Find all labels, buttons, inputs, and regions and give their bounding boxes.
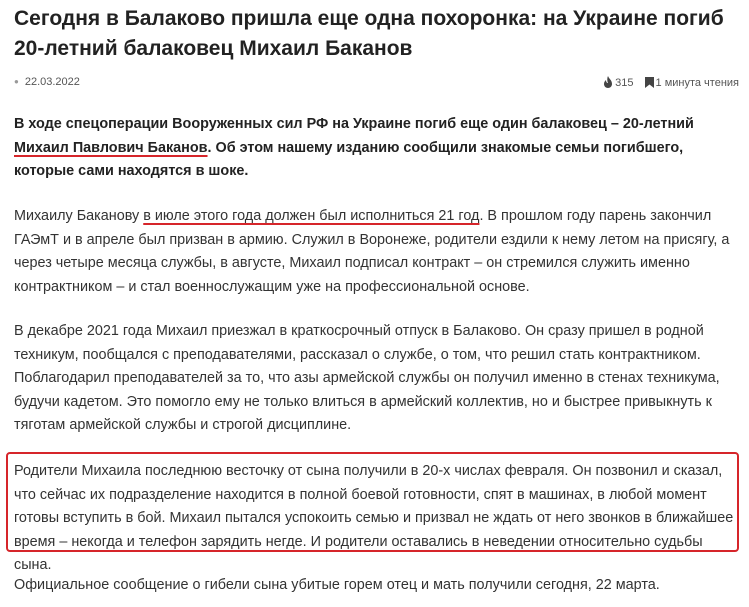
lead-text-1: В ходе спецоперации Вооруженных сил РФ на Украине погиб еще один балаковец – 20-летний: [14, 116, 694, 132]
paragraph-3: В декабре 2021 года Михаил приезжал в краткосрочный отпуск в Балаково. Он сразу пришел в родной техникум, пообщался с преподавателями, рассказал о службе, о том, что решил стать контрактником. Поблагодарил преподавателей за то, что азы армейской службы он получил именно в стенах техникума, будучи кадетом. Это помогло ему не только влиться в армейский коллектив, но и быстрее привыкнуть к тяготам армейской службы и строгой дисциплине.: [14, 323, 720, 434]
article-stats: [603, 76, 739, 91]
p2-text-1: Михаилу Баканову: [14, 208, 144, 224]
views-count: 315: [615, 77, 634, 89]
p2-text-2: . В прошлом году парень закончил ГАЭмТ и в апреле был призван в армию. Служил в Воронеже, родители ездили к нему летом на присягу, а через четыре месяца службы, в августе, Михаил подписал контракт – он стремился служить именно контрактником – и стал военнослужащим уже на профессиональной основе.: [14, 208, 730, 295]
publish-date: [14, 76, 80, 88]
p2-underlined: в июле этого года должен был исполниться 21 год: [143, 208, 480, 224]
article-meta: [14, 76, 739, 92]
dot-icon: ●: [14, 77, 19, 86]
article-title: Сегодня в Балаково пришла еще одна похоронка: на Украине погиб 20-летний балаковец Михаил Баканов: [14, 7, 724, 60]
lead-text-2: . Об этом нашему изданию сообщили знакомые семьи погибшего, которые сами находятся в шоке.: [14, 139, 684, 180]
date-text: 22.03.2022: [24, 76, 80, 88]
paragraph-2: [14, 205, 739, 299]
paragraph-4-highlighted: Родители Михаила последнюю весточку от сына получили в 20-х числах февраля. Он позвонил и сказал, что сейчас их подразделение находится в полной боевой готовности, спят в машинах, в любой момент готовы вступить в бой. Михаил пытался успокоить семью и призвал не ждать от него звонков в ближайшее время – некогда и телефон зарядить негде. И родители оставались в неведении относительно судьбы сына.: [14, 463, 734, 574]
lead-paragraph: [14, 113, 739, 184]
lead-underlined-name: Михаил Павлович Баканов: [14, 139, 208, 156]
paragraph-5: Официальное сообщение о гибели сына убитые горем отец и мать получили сегодня, 22 марта.: [14, 577, 660, 593]
read-time: 1 минута чтения: [655, 77, 739, 89]
flame-icon: [603, 76, 613, 91]
bookmark-icon: [645, 77, 654, 91]
